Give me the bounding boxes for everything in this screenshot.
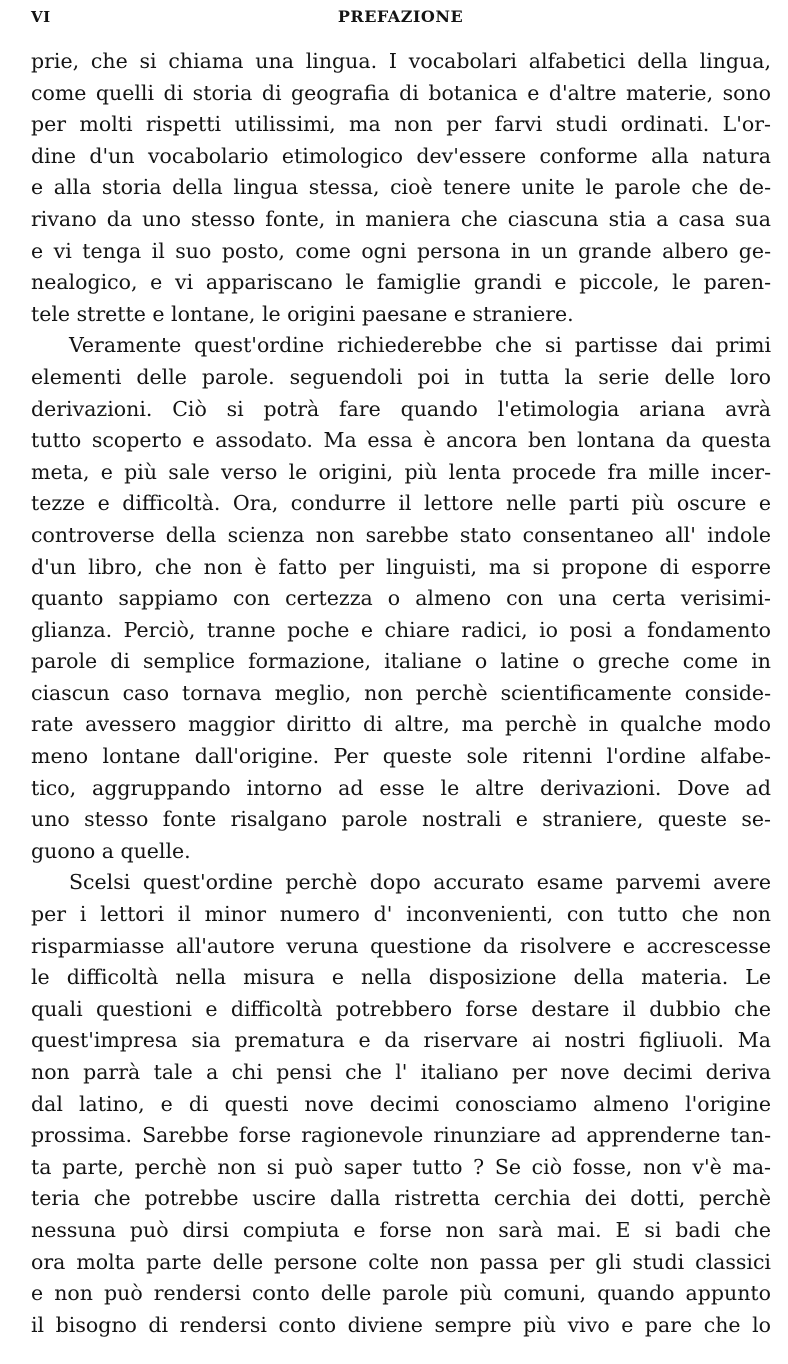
text-line: per i lettori il minor numero d' inconvenienti, con tutto che non: [31, 902, 771, 927]
text-line: uno stesso fonte risalgano parole nostrali e straniere, queste se-: [31, 807, 771, 832]
text-line: controverse della scienza non sarebbe stato consentaneo all' indole: [31, 522, 771, 547]
text-line: e non può rendersi conto delle parole più comuni, quando appunto: [31, 1281, 771, 1306]
text-line: dal latino, e di questi nove decimi conosciamo almeno l'origine: [31, 1091, 771, 1116]
text-line: nealogico, e vi appariscano le famiglie grandi e piccole, le paren-: [31, 270, 771, 295]
text-line: derivazioni. Ciò si potrà fare quando l'etimologia ariana avrà: [31, 396, 771, 421]
text-line: quali questioni e difficoltà potrebbero forse destare il dubbio che: [31, 996, 771, 1021]
page-header: [31, 6, 770, 34]
text-line: teria che potrebbe uscire dalla ristretta cerchia dei dotti, perchè: [31, 1186, 771, 1211]
text-line: ora molta parte delle persone colte non passa per gli studi classici: [31, 1249, 771, 1274]
text-line: non parrà tale a chi pensi che l' italiano per nove decimi deriva: [31, 1060, 771, 1084]
paragraph-first-line: Veramente quest'ordine richiederebbe che si partisse dai primi: [69, 333, 771, 358]
text-line: ciascun caso tornava meglio, non perchè scientificamente conside-: [31, 680, 771, 705]
running-title: PREFAZIONE: [337, 7, 464, 26]
text-line: nessuna può dirsi compiuta e forse non sarà mai. E si badi che: [31, 1217, 771, 1242]
text-line: e alla storia della lingua stessa, cioè tenere unite le parole che de-: [31, 175, 771, 200]
text-line: quest'impresa sia prematura e da riservare ai nostri figliuoli. Ma: [31, 1028, 771, 1053]
page-number: VI: [31, 8, 51, 26]
text-line: meno lontane dall'origine. Per queste sole ritenni l'ordine alfabe-: [31, 744, 771, 769]
text-line: prie, che si chiama una lingua. I vocabolari alfabetici della lingua,: [31, 49, 771, 73]
text-line: il bisogno di rendersi conto diviene sempre più vivo e pare che lo: [31, 1312, 771, 1337]
paragraph-last-line: guono a quelle.: [31, 838, 191, 863]
text-line: le difficoltà nella misura e nella disposizione della materia. Le: [31, 965, 771, 990]
text-line: meta, e più sale verso le origini, più lenta procede fra mille incer-: [31, 459, 771, 484]
text-line: parole di semplice formazione, italiane o latine o greche come in: [31, 649, 771, 674]
preface-text: [31, 46, 771, 1341]
paragraph-first-line: Scelsi quest'ordine perchè dopo accurato esame parvemi avere: [69, 870, 771, 895]
text-line: d'un libro, che non è fatto per linguisti, ma si propone di esporre: [31, 554, 771, 579]
text-line: rivano da uno stesso fonte, in maniera che ciascuna stia a casa sua: [31, 206, 771, 231]
text-line: tico, aggruppando intorno ad esse le altre derivazioni. Dove ad: [31, 775, 771, 800]
text-line: risparmiasse all'autore veruna questione da risolvere e accrescesse: [31, 933, 771, 958]
text-line: ta parte, perchè non si può saper tutto ? Se ciò fosse, non v'è ma-: [31, 1154, 771, 1179]
text-line: elementi delle parole. seguendoli poi in tutta la serie delle loro: [31, 364, 771, 389]
text-line: prossima. Sarebbe forse ragionevole rinunziare ad apprenderne tan-: [31, 1123, 771, 1148]
text-line: e vi tenga il suo posto, come ogni persona in un grande albero ge-: [31, 238, 771, 263]
text-line: glianza. Perciò, tranne poche e chiare radici, io posi a fondamento: [31, 617, 771, 642]
text-line: rate avessero maggior diritto di altre, ma perchè in qualche modo: [31, 712, 771, 737]
text-line: dine d'un vocabolario etimologico dev'essere conforme alla natura: [31, 143, 771, 168]
text-line: tutto scoperto e assodato. Ma essa è ancora ben lontana da questa: [31, 428, 771, 453]
text-line: tezze e difficoltà. Ora, condurre il lettore nelle parti più oscure e: [31, 491, 771, 516]
text-line: per molti rispetti utilissimi, ma non per farvi studi ordinati. L'or-: [31, 112, 771, 137]
paragraph-last-line: tele strette e lontane, le origini paesane e straniere.: [31, 301, 574, 326]
text-line: come quelli di storia di geografia di botanica e d'altre materie, sono: [31, 80, 771, 105]
text-line: quanto sappiamo con certezza o almeno con una certa verisimi-: [31, 586, 771, 611]
